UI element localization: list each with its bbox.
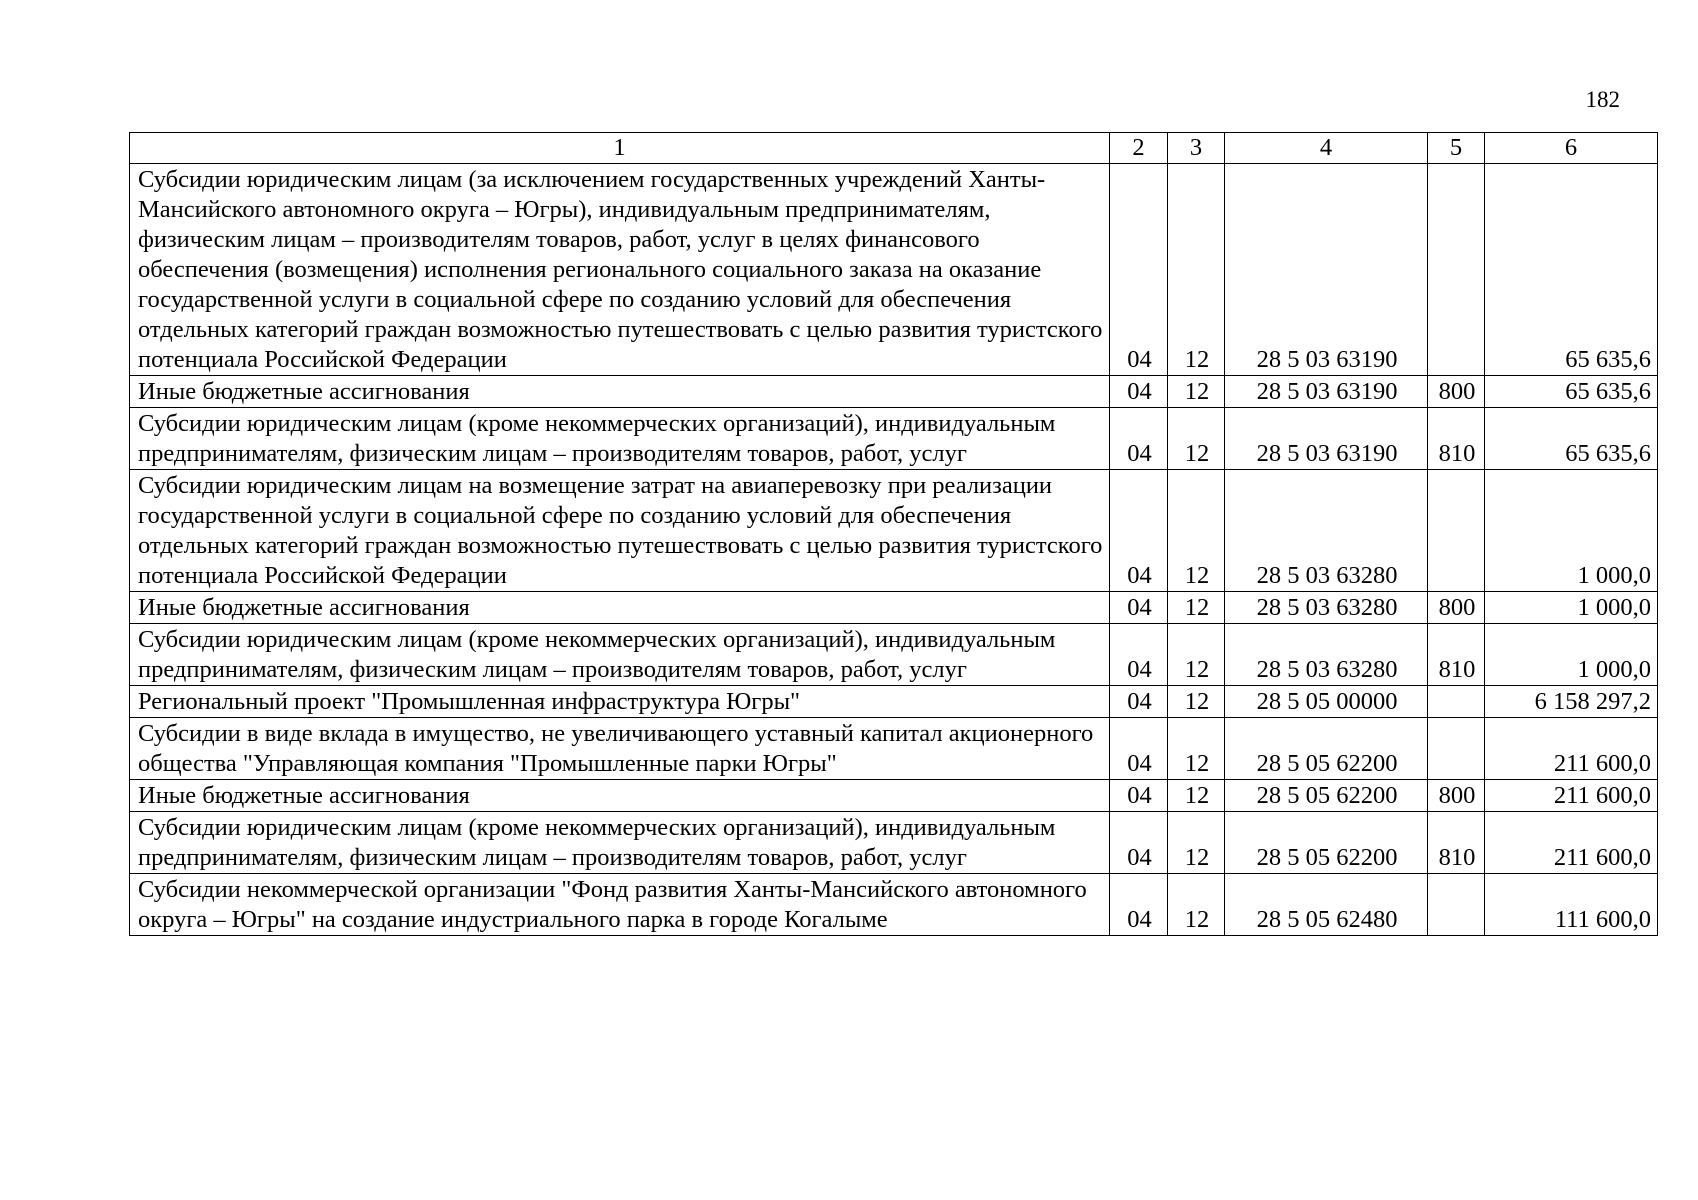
table-row — [130, 874, 1658, 936]
header-col-3: 3 — [1168, 133, 1225, 164]
expense-type-cell — [1428, 874, 1485, 936]
section-cell: 04 — [1110, 874, 1168, 936]
row-name-cell: Субсидии некоммерческой организации "Фонд развития Ханты-Мансийского автономного округа – Югры" на создание индустриального парка в городе Когалыме — [130, 874, 1110, 936]
header-col-4: 4 — [1225, 133, 1428, 164]
target-article-cell: 28 5 05 62200 — [1225, 780, 1428, 812]
header-col-2: 2 — [1110, 133, 1168, 164]
subsection-cell: 12 — [1168, 592, 1225, 624]
row-name-cell: Субсидии в виде вклада в имущество, не увеличивающего уставный капитал акционерного общества "Управляющая компания "Промышленные парки Югры" — [130, 718, 1110, 780]
subsection-cell: 12 — [1168, 164, 1225, 376]
expense-type-cell: 810 — [1428, 408, 1485, 470]
section-cell: 04 — [1110, 718, 1168, 780]
header-col-5: 5 — [1428, 133, 1485, 164]
expense-type-cell — [1428, 164, 1485, 376]
expense-type-cell: 800 — [1428, 592, 1485, 624]
page-number: 182 — [1585, 87, 1620, 112]
row-name-cell: Субсидии юридическим лицам (кроме некоммерческих организаций), индивидуальным предпринимателям, физическим лицам – производителям товаров, работ, услуг — [130, 408, 1110, 470]
amount-cell: 65 635,6 — [1485, 408, 1658, 470]
amount-cell: 65 635,6 — [1485, 164, 1658, 376]
amount-cell: 1 000,0 — [1485, 592, 1658, 624]
target-article-cell: 28 5 05 62480 — [1225, 874, 1428, 936]
amount-cell: 211 600,0 — [1485, 812, 1658, 874]
row-name-cell: Региональный проект "Промышленная инфраструктура Югры" — [130, 686, 1110, 718]
section-cell: 04 — [1110, 592, 1168, 624]
amount-cell: 1 000,0 — [1485, 624, 1658, 686]
target-article-cell: 28 5 03 63280 — [1225, 624, 1428, 686]
header-col-1: 1 — [130, 133, 1110, 164]
amount-cell: 211 600,0 — [1485, 780, 1658, 812]
table-row — [130, 718, 1658, 780]
expense-type-cell: 810 — [1428, 624, 1485, 686]
row-name-cell: Субсидии юридическим лицам на возмещение затрат на авиаперевозку при реализации государственной услуги в социальной сфере по созданию условий для обеспечения отдельных категорий граждан возможностью путешествовать с целью развития туристского потенциала Российской Федерации — [130, 470, 1110, 592]
table-row — [130, 624, 1658, 686]
target-article-cell: 28 5 05 62200 — [1225, 718, 1428, 780]
table-row — [130, 780, 1658, 812]
subsection-cell: 12 — [1168, 812, 1225, 874]
subsection-cell: 12 — [1168, 470, 1225, 592]
expense-type-cell: 800 — [1428, 780, 1485, 812]
row-name-cell: Иные бюджетные ассигнования — [130, 592, 1110, 624]
section-cell: 04 — [1110, 376, 1168, 408]
expense-type-cell — [1428, 470, 1485, 592]
amount-cell: 65 635,6 — [1485, 376, 1658, 408]
target-article-cell: 28 5 05 62200 — [1225, 812, 1428, 874]
target-article-cell: 28 5 03 63280 — [1225, 592, 1428, 624]
section-cell: 04 — [1110, 624, 1168, 686]
target-article-cell: 28 5 03 63190 — [1225, 408, 1428, 470]
section-cell: 04 — [1110, 164, 1168, 376]
table-row — [130, 686, 1658, 718]
target-article-cell: 28 5 03 63190 — [1225, 164, 1428, 376]
expense-type-cell: 810 — [1428, 812, 1485, 874]
amount-cell: 211 600,0 — [1485, 718, 1658, 780]
subsection-cell: 12 — [1168, 624, 1225, 686]
table-row — [130, 470, 1658, 592]
amount-cell: 111 600,0 — [1485, 874, 1658, 936]
subsection-cell: 12 — [1168, 376, 1225, 408]
table-row — [130, 812, 1658, 874]
expense-type-cell — [1428, 686, 1485, 718]
target-article-cell: 28 5 05 00000 — [1225, 686, 1428, 718]
target-article-cell: 28 5 03 63190 — [1225, 376, 1428, 408]
subsection-cell: 12 — [1168, 686, 1225, 718]
target-article-cell: 28 5 03 63280 — [1225, 470, 1428, 592]
table-header-row — [130, 133, 1658, 164]
section-cell: 04 — [1110, 686, 1168, 718]
table-row — [130, 376, 1658, 408]
amount-cell: 1 000,0 — [1485, 470, 1658, 592]
expense-type-cell: 800 — [1428, 376, 1485, 408]
subsection-cell: 12 — [1168, 718, 1225, 780]
header-col-6: 6 — [1485, 133, 1658, 164]
amount-cell: 6 158 297,2 — [1485, 686, 1658, 718]
table-row — [130, 408, 1658, 470]
subsection-cell: 12 — [1168, 780, 1225, 812]
row-name-cell: Субсидии юридическим лицам (за исключением государственных учреждений Ханты-Мансийского автономного округа – Югры), индивидуальным предпринимателям, физическим лицам – производителям товаров, работ, услуг в целях финансового обеспечения (возмещения) исполнения регионального социального заказа на оказание государственной услуги в социальной сфере по созданию условий для обеспечения отдельных категорий граждан возможностью путешествовать с целью развития туристского потенциала Российской Федерации — [130, 164, 1110, 376]
row-name-cell: Субсидии юридическим лицам (кроме некоммерческих организаций), индивидуальным предпринимателям, физическим лицам – производителям товаров, работ, услуг — [130, 812, 1110, 874]
table-row — [130, 164, 1658, 376]
subsection-cell: 12 — [1168, 874, 1225, 936]
section-cell: 04 — [1110, 470, 1168, 592]
expense-type-cell — [1428, 718, 1485, 780]
subsection-cell: 12 — [1168, 408, 1225, 470]
budget-table — [129, 132, 1658, 936]
row-name-cell: Субсидии юридическим лицам (кроме некоммерческих организаций), индивидуальным предпринимателям, физическим лицам – производителям товаров, работ, услуг — [130, 624, 1110, 686]
table-row — [130, 592, 1658, 624]
section-cell: 04 — [1110, 812, 1168, 874]
row-name-cell: Иные бюджетные ассигнования — [130, 376, 1110, 408]
section-cell: 04 — [1110, 408, 1168, 470]
row-name-cell: Иные бюджетные ассигнования — [130, 780, 1110, 812]
section-cell: 04 — [1110, 780, 1168, 812]
